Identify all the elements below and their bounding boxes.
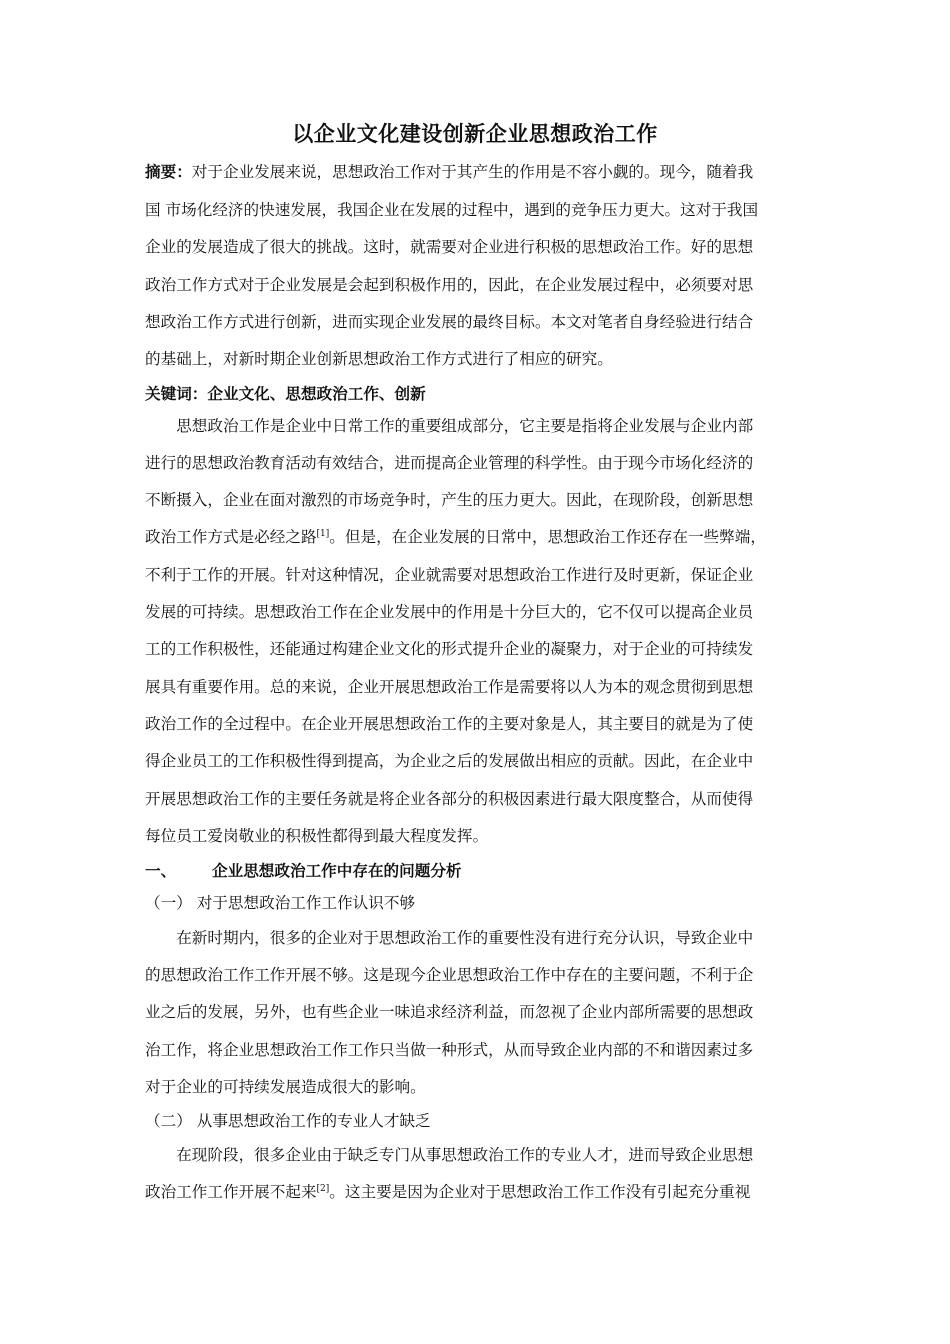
paragraph-line bbox=[145, 1181, 810, 1203]
paragraph-line: 在现阶段，很多企业由于缺乏专门从事思想政治工作的专业人才，进而导致企业思想 bbox=[145, 1146, 754, 1164]
section-heading: 企业思想政治工作中存在的问题分析 bbox=[212, 862, 462, 880]
paragraph-line: 发展的可持续。思想政治工作在企业发展中的作用是十分巨大的，它不仅可以提高企业员 bbox=[145, 603, 754, 621]
citation-ref: [1] bbox=[316, 528, 330, 539]
paragraph-line: 展具有重要作用。总的来说，企业开展思想政治工作是需要将以人为本的观念贯彻到思想 bbox=[145, 678, 754, 696]
paragraph-text: 。但是，在企业发展的日常中，思想政治工作还存在一些弊端， bbox=[329, 528, 766, 546]
paragraph-line: 工的工作积极性，还能通过构建企业文化的形式提升企业的凝聚力，对于企业的可持续发 bbox=[145, 640, 754, 658]
document-title: 以企业文化建设创新企业思想政治工作 bbox=[292, 122, 658, 146]
abstract-line: 国 市场化经济的快速发展，我国企业在发展的过程中，遇到的竞争压力更大。这对于我国 bbox=[145, 201, 759, 219]
abstract-line: 想政治工作方式进行创新，进而实现企业发展的最终目标。本文对笔者自身经验进行结合 bbox=[145, 313, 754, 331]
paragraph-line: 治工作，将企业思想政治工作工作只当做一种形式，从而导致企业内部的不和谐因素过多 bbox=[145, 1041, 754, 1059]
paragraph-line: 业之后的发展，另外，也有些企业一味追求经济利益，而忽视了企业内部所需要的思想政 bbox=[145, 1003, 754, 1021]
paragraph-line: 不断摄入，企业在面对激烈的市场竞争时，产生的压力更大。因此，在现阶段，创新思想 bbox=[145, 491, 754, 509]
abstract-line: 企业的发展造成了很大的挑战。这时，就需要对企业进行积极的思想政治工作。好的思想 bbox=[145, 238, 754, 256]
paragraph-line: 得企业员工的工作积极性得到提高，为企业之后的发展做出相应的贡献。因此，在企业中 bbox=[145, 752, 754, 770]
abstract-line: 政治工作方式对于企业发展是会起到积极作用的，因此，在企业发展过程中，必须要对思 bbox=[145, 276, 754, 294]
paragraph-text: 。这主要是因为企业对于思想政治工作工作没有引起充分重视 bbox=[329, 1183, 751, 1201]
subsection-heading: （二） 从事思想政治工作的专业人才缺乏 bbox=[145, 1112, 431, 1130]
paragraph-line: 不利于工作的开展。针对这种情况，企业就需要对思想政治工作进行及时更新，保证企业 bbox=[145, 566, 754, 584]
paragraph-text: 政治工作工作开展不起来 bbox=[145, 1183, 317, 1201]
abstract-line: 的基础上，对新时期企业创新思想政治工作方式进行了相应的研究。 bbox=[145, 350, 613, 368]
abstract-line bbox=[145, 161, 810, 183]
citation-ref: [2] bbox=[316, 1183, 330, 1194]
paragraph-line: 在新时期内，很多的企业对于思想政治工作的重要性没有进行充分认识，导致企业中 bbox=[145, 929, 754, 947]
abstract-label: 摘要： bbox=[145, 163, 192, 181]
paragraph-line: 进行的思想政治教育活动有效结合，进而提高企业管理的科学性。由于现今市场化经济的 bbox=[145, 454, 754, 472]
abstract-text: 对于企业发展来说，思想政治工作对于其产生的作用是不容小觑的。现今，随着我 bbox=[191, 163, 754, 181]
paragraph-line: 思想政治工作是企业中日常工作的重要组成部分，它主要是指将企业发展与企业内部 bbox=[145, 417, 754, 435]
paragraph-line: 对于企业的可持续发展造成很大的影响。 bbox=[145, 1078, 426, 1096]
subsection-heading: （一） 对于思想政治工作工作认识不够 bbox=[145, 894, 416, 912]
paragraph-line: 政治工作的全过程中。在企业开展思想政治工作的主要对象是人，其主要目的就是为了使 bbox=[145, 715, 754, 733]
paragraph-line bbox=[145, 526, 810, 548]
paragraph-text: 政治工作方式是必经之路 bbox=[145, 528, 317, 546]
section-number: 一、 bbox=[145, 862, 177, 880]
paragraph-line: 的思想政治工作工作开展不够。这是现今企业思想政治工作中存在的主要问题，不利于企 bbox=[145, 966, 754, 984]
paragraph-line: 开展思想政治工作的主要任务就是将企业各部分的积极因素进行最大限度整合，从而使得 bbox=[145, 790, 754, 808]
paragraph-line: 每位员工爱岗敬业的积极性都得到最大程度发挥。 bbox=[145, 827, 489, 845]
keywords-line: 关键词：企业文化、思想政治工作、创新 bbox=[145, 385, 426, 403]
